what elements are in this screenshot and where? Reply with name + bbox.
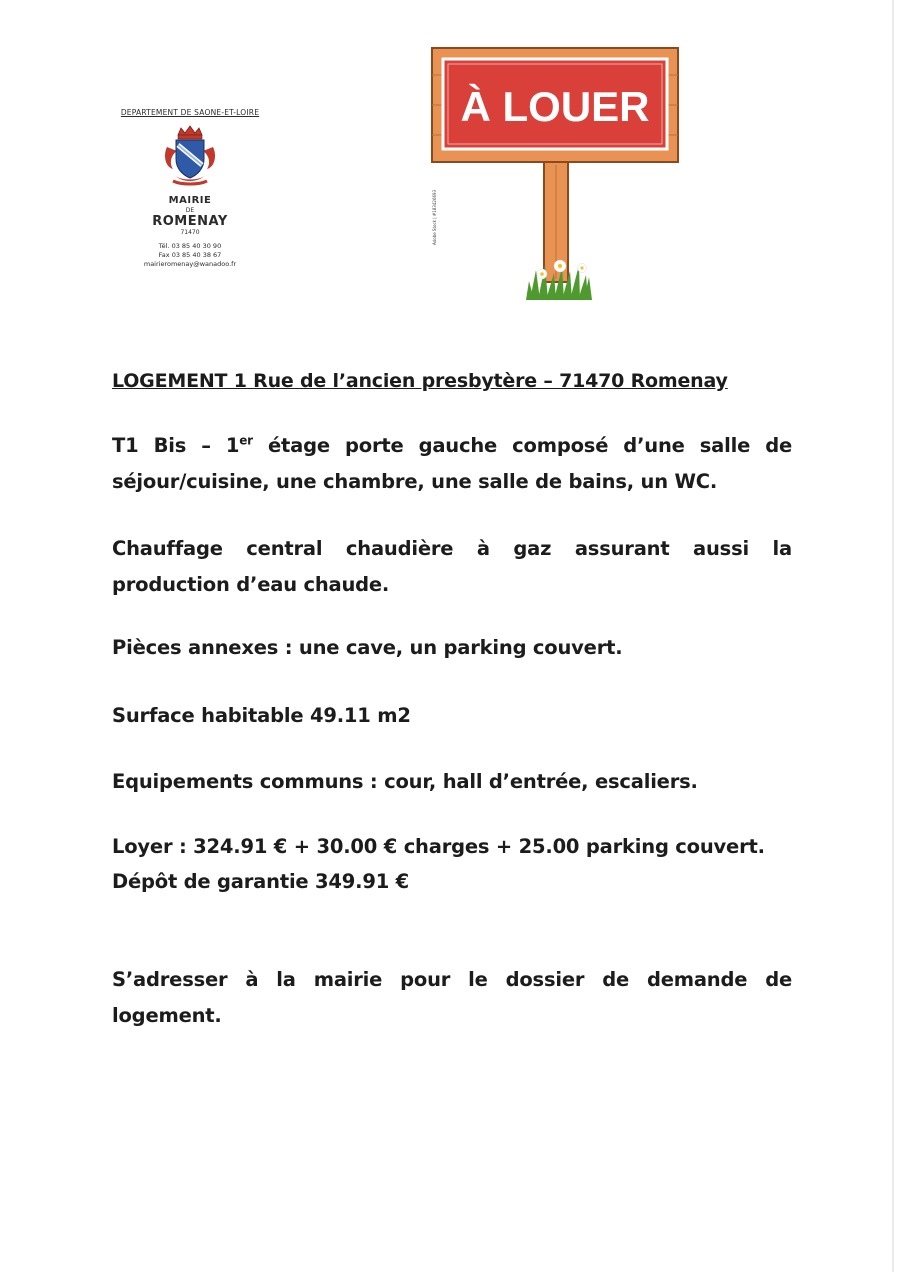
rent-line: Loyer : 324.91 € + 30.00 € charges + 25.00 parking couvert.	[112, 835, 765, 858]
scan-edge	[892, 0, 894, 1272]
description-paragraph: T1 Bis – 1er étage porte gauche composé d’une salle de séjour/cuisine, une chambre, une salle de bains, un WC.	[112, 433, 792, 493]
annexes-line: Pièces annexes : une cave, un parking couvert.	[112, 636, 623, 659]
listing-title: LOGEMENT 1 Rue de l’ancien presbytère – 71470 Romenay	[112, 370, 728, 392]
postcode: 71470	[180, 229, 200, 236]
surface-line: Surface habitable 49.11 m2	[112, 704, 411, 727]
common-equipment-line: Equipements communs : cour, hall d’entrée, escaliers.	[112, 770, 698, 793]
coat-of-arms-icon	[161, 125, 219, 187]
contact-paragraph: S’adresser à la mairie pour le dossier de demande de logement.	[112, 968, 792, 1027]
de-label: DE	[185, 207, 195, 214]
mairie-label: MAIRIE	[168, 195, 212, 206]
stock-credit: Adobe Stock | #183426693	[432, 189, 437, 245]
for-rent-sign	[430, 45, 682, 305]
town-name: ROMENAY	[152, 214, 228, 229]
sign-text: À LOUER	[460, 83, 650, 130]
fax: Fax 03 85 40 38 67	[158, 251, 222, 259]
deposit-line: Dépôt de garantie 349.91 €	[112, 870, 410, 893]
department-label: DEPARTEMENT DE SAONE-ET-LOIRE	[120, 108, 260, 117]
phone: Tél. 03 85 40 30 90	[158, 242, 222, 250]
email: mairieromenay@wanadoo.fr	[143, 260, 237, 268]
letterhead	[110, 108, 270, 269]
heating-paragraph: Chauffage central chaudière à gaz assurant aussi la production d’eau chaude.	[112, 537, 792, 596]
